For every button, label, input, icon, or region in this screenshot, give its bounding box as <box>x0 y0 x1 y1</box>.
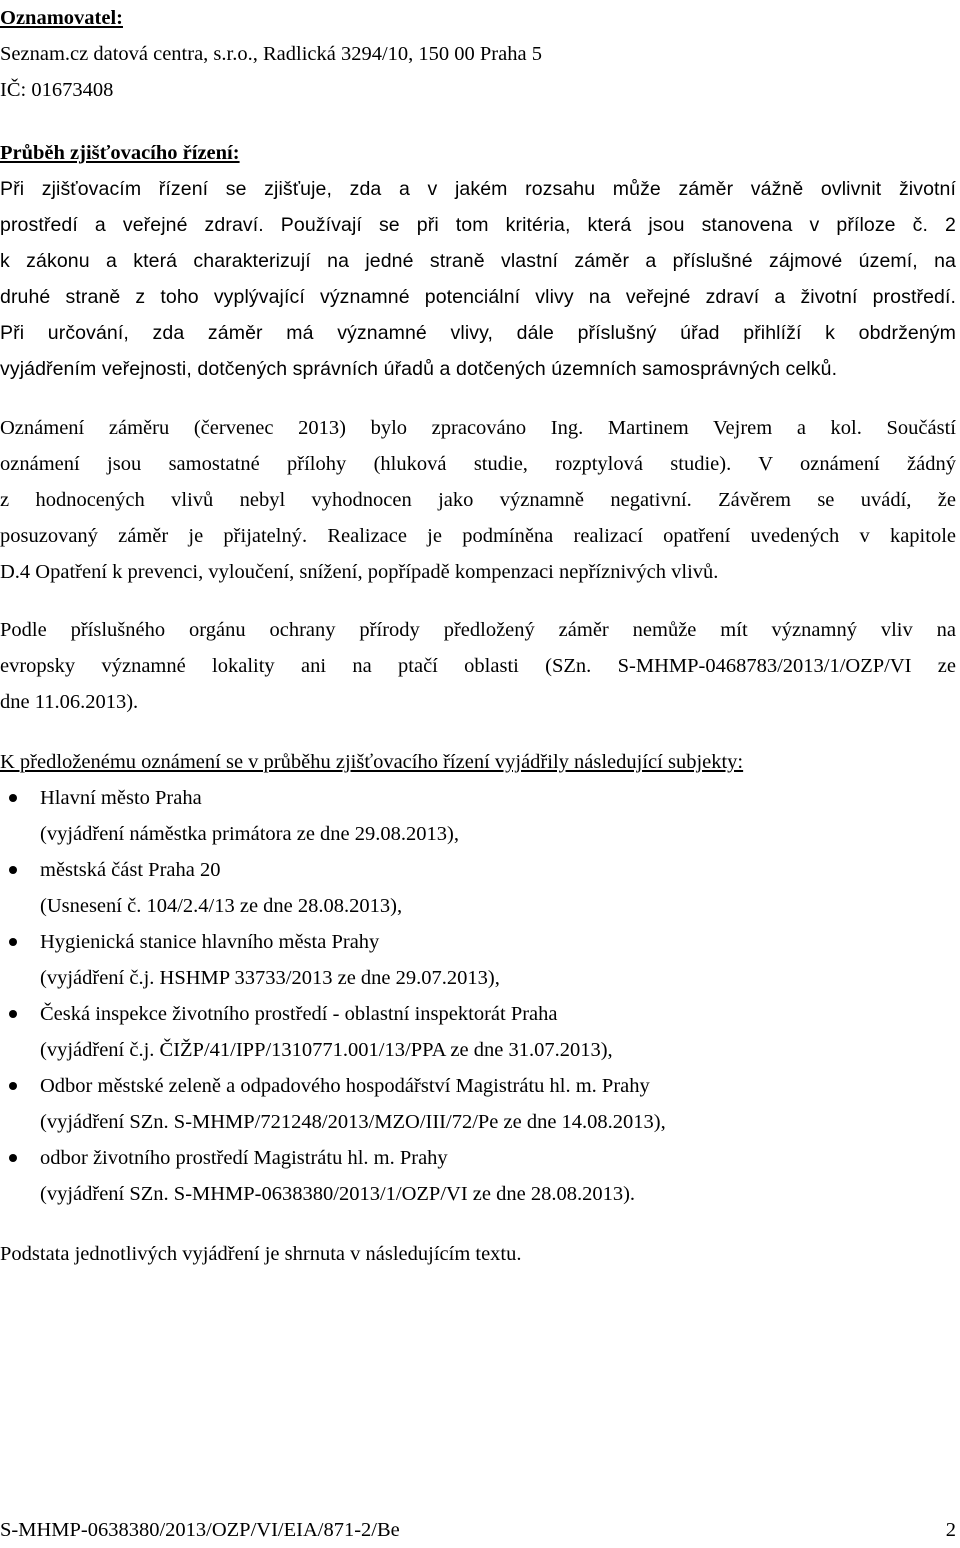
paragraph-line: evropsky významné lokality ani na ptačí oblasti (SZn. S-MHMP-0468783/2013/1/OZP/VI ze <box>0 655 956 677</box>
paragraph-line: dne 11.06.2013). <box>0 691 139 713</box>
paragraph-line: Podle příslušného orgánu ochrany přírody předložený záměr nemůže mít významný vliv na <box>0 619 956 641</box>
paragraph-line: vyjádřením veřejnosti, dotčených správních úřadů a dotčených územních samosprávných celků. <box>0 358 838 380</box>
list-item <box>0 852 956 924</box>
subject-name: odbor životního prostředí Magistrátu hl. m. Prahy <box>40 1147 448 1169</box>
list-item <box>0 1068 956 1140</box>
subjects-section <box>0 744 956 780</box>
proponent-company: Seznam.cz datová centra, s.r.o., Radlická 3294/10, 150 00 Praha 5 <box>0 43 542 65</box>
bullet-icon <box>9 938 17 946</box>
bullet-icon <box>9 1154 17 1162</box>
subject-name: Odbor městské zeleně a odpadového hospodářství Magistrátu hl. m. Prahy <box>40 1075 650 1097</box>
paragraph-line: D.4 Opatření k prevenci, vyloučení, snížení, popřípadě kompenzaci nepříznivých vlivů. <box>0 561 719 583</box>
subject-detail: (vyjádření č.j. ČIŽP/41/IPP/1310771.001/13/PPA ze dne 31.07.2013), <box>40 1039 613 1061</box>
paragraph-criteria <box>0 171 956 387</box>
list-item <box>0 780 956 852</box>
subject-name: Hygienická stanice hlavního města Prahy <box>40 931 380 953</box>
paragraph-line: prostředí a veřejné zdraví. Používají se při tom kritéria, která jsou stanovena v příloze č. 2 <box>0 214 956 236</box>
subject-detail: (vyjádření SZn. S-MHMP-0638380/2013/1/OZP/VI ze dne 28.08.2013). <box>40 1183 636 1205</box>
page-number: 2 <box>945 1519 956 1541</box>
subjects-list <box>0 780 956 1212</box>
subject-detail: (vyjádření SZn. S-MHMP/721248/2013/MZO/III/72/Pe ze dne 14.08.2013), <box>40 1111 666 1133</box>
paragraph-nature-protection <box>0 612 956 720</box>
bullet-icon <box>9 794 17 802</box>
paragraph-line: Při určování, zda záměr má významné vlivy, dále příslušný úřad přihlíží k obdrženým <box>0 322 956 344</box>
paragraph-line: k zákonu a která charakterizují na jedné straně vlastní záměr a příslušné zájmové území, na <box>0 250 956 272</box>
paragraph-line: Oznámení záměru (červenec 2013) bylo zpracováno Ing. Martinem Vejrem a kol. Součástí <box>0 417 956 439</box>
procedure-heading: Průběh zjišťovacího řízení: <box>0 142 240 164</box>
paragraph-line: Při zjišťovacím řízení se zjišťuje, zda a v jakém rozsahu může záměr vážně ovlivnit životní <box>0 178 956 200</box>
subject-detail: (vyjádření č.j. HSHMP 33733/2013 ze dne 29.07.2013), <box>40 967 500 989</box>
subject-detail: (vyjádření náměstka primátora ze dne 29.08.2013), <box>40 823 459 845</box>
list-item <box>0 1140 956 1212</box>
summary-text: Podstata jednotlivých vyjádření je shrnuta v následujícím textu. <box>0 1243 522 1265</box>
subject-name: městská část Praha 20 <box>40 859 221 881</box>
paragraph-line: posuzovaný záměr je přijatelný. Realizace je podmíněna realizací opatření uvedených v kapitole <box>0 525 956 547</box>
subject-name: Česká inspekce životního prostředí - oblastní inspektorát Praha <box>40 1003 558 1025</box>
footer-reference: S-MHMP-0638380/2013/OZP/VI/EIA/871-2/Be <box>0 1519 400 1541</box>
list-item <box>0 996 956 1068</box>
subjects-heading: K předloženému oznámení se v průběhu zjišťovacího řízení vyjádřily následující subjekty: <box>0 751 744 773</box>
procedure-section <box>0 135 956 171</box>
paragraph-notification <box>0 410 956 590</box>
subject-detail: (Usnesení č. 104/2.4/13 ze dne 28.08.2013), <box>40 895 403 917</box>
proponent-label: Oznamovatel: <box>0 7 123 29</box>
paragraph-line: z hodnocených vlivů nebyl vyhodnocen jako významně negativní. Závěrem se uvádí, že <box>0 489 956 511</box>
bullet-icon <box>9 1082 17 1090</box>
paragraph-line: druhé straně z toho vyplývající významné potenciální vlivy na veřejné zdraví a životní prostředí. <box>0 286 956 308</box>
summary-section <box>0 1236 956 1272</box>
bullet-icon <box>9 1010 17 1018</box>
proponent-block <box>0 0 956 108</box>
proponent-ic: IČ: 01673408 <box>0 79 114 101</box>
list-item <box>0 924 956 996</box>
paragraph-line: oznámení jsou samostatné přílohy (hluková studie, rozptylová studie). V oznámení žádný <box>0 453 956 475</box>
subject-name: Hlavní město Praha <box>40 787 202 809</box>
bullet-icon <box>9 866 17 874</box>
